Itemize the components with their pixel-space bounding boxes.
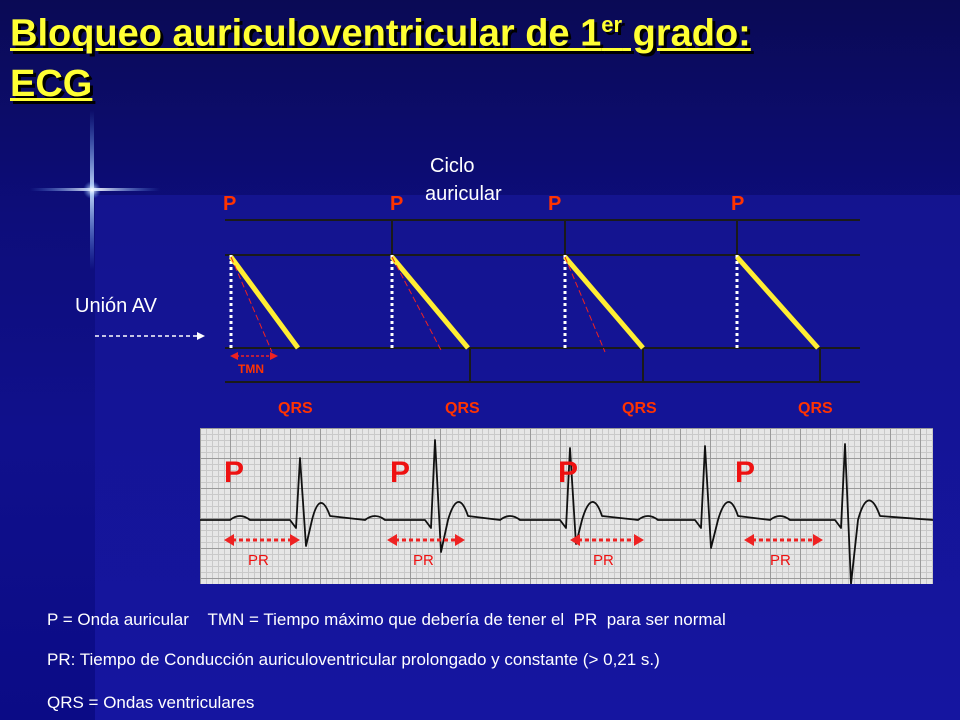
ciclo-label-line2: auricular xyxy=(425,183,502,205)
ecg-p-label: P xyxy=(224,456,245,489)
qrs-label: QRS xyxy=(445,400,480,417)
ecg-pr-label: PR xyxy=(593,552,614,569)
legend-line-3: QRS = Ondas ventriculares xyxy=(47,693,255,712)
ladder-p-label: P xyxy=(731,193,745,215)
qrs-label: QRS xyxy=(278,400,313,417)
legend-line-1: P = Onda auricular TMN = Tiempo máximo que debería de tener el PR para ser normal xyxy=(47,610,726,629)
ecg-pr-label: PR xyxy=(248,552,269,569)
ecg-strip xyxy=(200,428,933,584)
ladder-p-label: P xyxy=(548,193,562,215)
tmn-label: TMN xyxy=(238,362,264,376)
qrs-label: QRS xyxy=(622,400,657,417)
ladder-p-label: P xyxy=(390,193,404,215)
title-rest: grado: xyxy=(622,12,751,55)
ecg-p-label: P xyxy=(390,456,411,489)
qrs-label: QRS xyxy=(798,400,833,417)
title-line2: ECG xyxy=(10,62,93,105)
conduction-2 xyxy=(392,255,468,352)
legend-line-2: PR: Tiempo de Conducción auriculoventricular prolongado y constante (> 0,21 s.) xyxy=(47,650,660,669)
ecg-pr-label: PR xyxy=(413,552,434,569)
pr-interval-arrows xyxy=(200,428,933,584)
tmn-arrow xyxy=(230,352,278,360)
union-av-label: Unión AV xyxy=(75,295,157,317)
conduction-3 xyxy=(565,255,643,352)
ecg-p-label: P xyxy=(735,456,756,489)
ladder-p-label: P xyxy=(223,193,237,215)
ciclo-label-line1: Ciclo xyxy=(430,155,475,177)
ecg-p-label: P xyxy=(558,456,579,489)
title-main: Bloqueo auriculoventricular de 1 xyxy=(10,12,602,55)
conduction-1 xyxy=(231,255,298,352)
union-av-arrow xyxy=(95,332,205,340)
title-superscript: er xyxy=(601,12,623,37)
ecg-pr-label: PR xyxy=(770,552,791,569)
conduction-4 xyxy=(737,255,818,348)
